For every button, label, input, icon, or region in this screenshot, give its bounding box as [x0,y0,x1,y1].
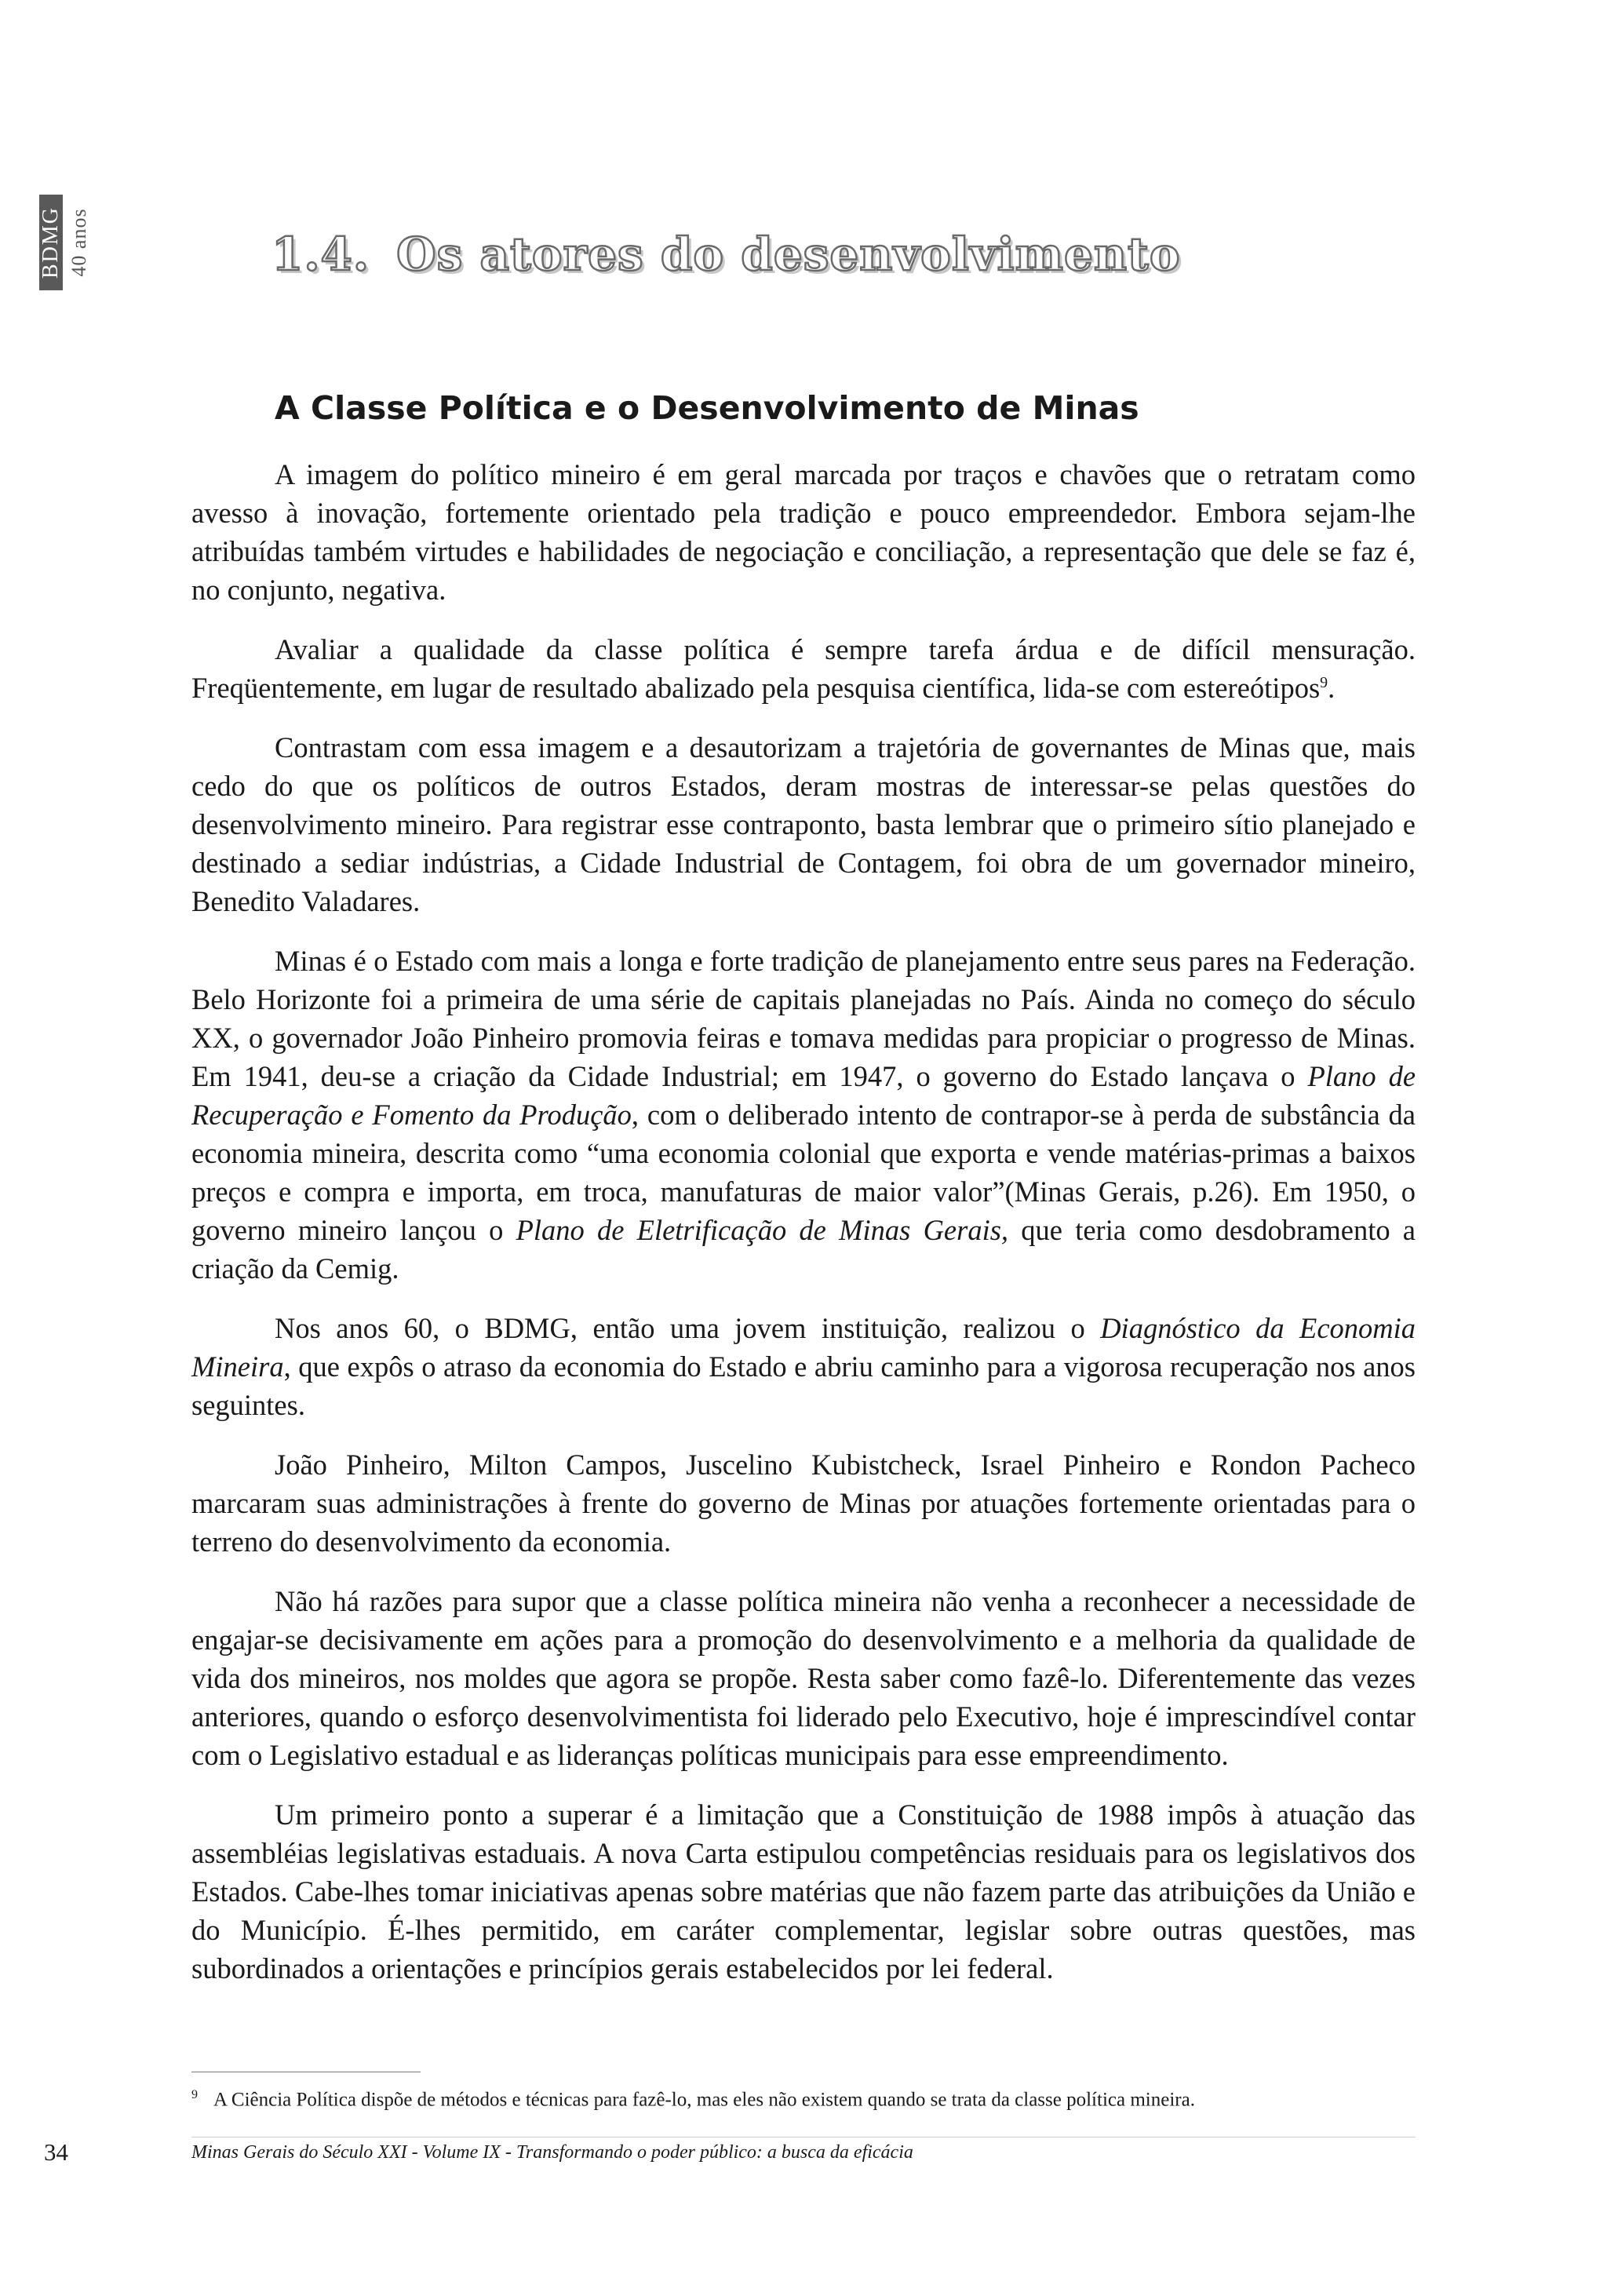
footnote-reference[interactable]: 9 [1320,673,1328,691]
paragraph [191,1309,1416,1424]
brand-text: BDMG [38,206,63,279]
paragraph-text: . [1328,672,1336,704]
paragraph [191,630,1416,707]
footnote-text: A Ciência Política dispõe de métodos e técnicas para fazê-lo, mas eles não existem quando se trata da classe política mineira. [213,2089,1195,2111]
footnote [191,2083,1416,2112]
chapter-title-text: Os atores do desenvolvimento [396,228,1181,281]
italic-title: Plano de Eletrificação de Minas Gerais, [516,1214,1009,1246]
chapter-number: 1.4. [271,228,370,281]
paragraph: João Pinheiro, Milton Campos, Juscelino Kubistcheck, Israel Pinheiro e Rondon Pacheco marcaram suas administrações à frente do governo de Minas por atuações fortemente orientadas para o terreno do desenvolvimento da economia. [191,1449,1416,1558]
paragraph: Um primeiro ponto a superar é a limitação que a Constituição de 1988 impôs à atuação das assembléias legislativas estaduais. A nova Carta estipulou competências residuais para os legislativos dos Estados. Cabe-lhes tomar iniciativas apenas sobre matérias que não fazem parte das atribuições da União e do Município. É-lhes permitido, em caráter complementar, legislar sobre outras questões, mas subordinados a orientações e princípios gerais estabelecidos por lei federal. [191,1799,1416,1984]
paragraph: Não há razões para supor que a classe política mineira não venha a reconhecer a necessidade de engajar-se decisivamente em ações para a promoção do desenvolvimento e a melhoria da qualidade de vida dos mineiros, nos moldes que agora se propõe. Resta saber como fazê-lo. Diferentemente das vezes anteriores, quando o esforço desenvolvimentista foi liderado pelo Executivo, hoje é imprescindível contar com o Legislativo estadual e as lideranças políticas municipais para esse empreendimento. [191,1585,1416,1771]
paragraph-text: , que expôs o atraso da economia do Estado e abriu caminho para a vigorosa recuperação nos anos seguintes. [191,1350,1416,1421]
paragraph-text: , com o deliberado intento de contrapor-se à perda de substância da economia mineira, descrita como “uma economia colonial que exporta e vende matérias-primas a baixos preços e compra e importa, em troca, manufaturas de maior valor”(Minas Gerais, p.26). Em 1950, o governo mineiro lançou o [191,1099,1416,1246]
years-label [67,195,91,290]
side-tab [39,195,97,290]
paragraph: Contrastam com essa imagem e a desautorizam a trajetória de governantes de Minas que, mais cedo do que os políticos de outros Estados, deram mostras de interessar-se pelas questões do desenvolvimento mineiro. Para registrar esse contraponto, basta lembrar que o primeiro sítio planejado e destinado a sediar indústrias, a Cidade Industrial de Contagem, foi obra de um governador mineiro, Benedito Valadares. [191,731,1416,917]
years-text: 40 anos [67,208,90,277]
paragraph [191,942,1416,1288]
paragraph-text: que teria como desdobramento a criação da Cemig. [191,1214,1416,1285]
page-number: 34 [44,2138,68,2166]
article-body [191,455,1416,2009]
chapter-title [271,228,1181,281]
running-title: Minas Gerais do Século XXI - Volume IX - Transformando o poder público: a busca da eficácia [191,2142,913,2163]
paragraph-text: Nos anos 60, o BDMG, então uma jovem instituição, realizou o [275,1312,1085,1344]
brand-label [39,195,63,290]
paragraph-text: Minas é o Estado com mais a longa e forte tradição de planejamento entre seus pares na Federação. Belo Horizonte foi a primeira de uma série de capitais planejadas no País. Ainda no começo do século XX, o governador João Pinheiro promovia feiras e tomava medidas para propiciar o progresso de Minas. Em 1941, deu-se a criação da Cidade Industrial; em 1947, o governo do Estado lançava o [191,945,1416,1092]
section-title: A Classe Política e o Desenvolvimento de Minas [275,389,1139,427]
italic-title: Plano de Recuperação e Fomento da Produção [191,1060,1416,1131]
paragraph: A imagem do político mineiro é em geral marcada por traços e chavões que o retratam como avesso à inovação, fortemente orientado pela tradição e pouco empreendedor. Embora sejam-lhe atribuídas também virtudes e habilidades de negociação e conciliação, a representação que dele se faz é, no conjunto, negativa. [191,458,1416,606]
italic-title: Diagnóstico da Economia Mineira [191,1312,1416,1383]
footnote-mark: 9 [191,2088,198,2101]
paragraph-text: Avaliar a qualidade da classe política é sempre tarefa árdua e de difícil mensuração. Freqüentemente, em lugar de resultado abalizado pela pesquisa científica, lida-se com estereótipos [191,633,1416,704]
